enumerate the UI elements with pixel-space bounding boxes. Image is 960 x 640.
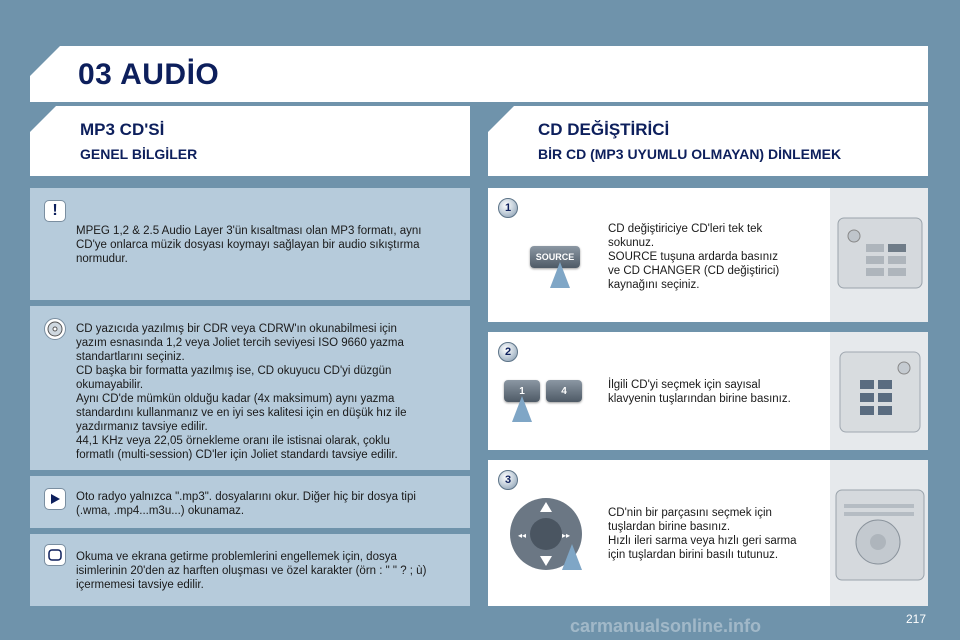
- cd-icon: [44, 318, 66, 340]
- right-section-subheading: BİR CD (MP3 UYUMLU OLMAYAN) DİNLEMEK: [538, 146, 842, 162]
- title-corner: [30, 46, 60, 76]
- right-section-heading: CD DEĞİŞTİRİCİ: [538, 120, 670, 139]
- note-text: CD yazıcıda yazılmış bir CDR veya CDRW'ın okunabilmesi için yazım esnasında 1,2 veya Joliet tercih seviyesi ISO 9660 yazma standartlarını seçiniz. CD başka bir formatta yazılmış ise, CD okuyucu CD'yi düzgün okumayabilir. Aynı CD'de mümkün olduğu kadar (4x maksimum) aynı yazma standardını kullanmanız ve en iyi ses kalitesi için en düşük hız ile yazdırmanız tavsiye edilir. 44,1 KHz veya 22,05 örnekleme oranı ile istisnai olarak, çoklu formatlı (multi-session) CD'ler için Joliet standardı tavsiye edilir.: [76, 323, 407, 461]
- note-file-types: [30, 476, 470, 528]
- number-key-1: 1: [504, 380, 540, 402]
- page-title: 03 AUDİO: [78, 58, 220, 91]
- left-section-header: [30, 106, 470, 176]
- note-text: Okuma ve ekrana getirme problemlerini engellemek için, dosya isimlerinin 20'den az harften oluşması ve özel karakter (örn : " " ? ; ù) içermemesi tavsiye edilir.: [76, 551, 427, 591]
- svg-text:▸▸: ▸▸: [562, 531, 571, 540]
- step-1: [488, 188, 928, 322]
- pointer-arrow: [562, 544, 582, 570]
- step-3: [488, 460, 928, 606]
- step-2: [488, 332, 928, 450]
- svg-text:◂◂: ◂◂: [518, 531, 527, 540]
- left-header-corner: [30, 106, 56, 132]
- source-key: SOURCE: [530, 246, 580, 268]
- left-section-subheading: GENEL BİLGİLER: [80, 146, 198, 162]
- rounded-square-icon: [44, 544, 66, 566]
- step-number-badge: 3: [498, 470, 518, 490]
- note-file-names: [30, 534, 470, 606]
- step-number-badge: 2: [498, 342, 518, 362]
- left-section-heading: MP3 CD'Sİ: [80, 120, 165, 139]
- pointer-arrow: [550, 262, 570, 288]
- number-key-4: 4: [546, 380, 582, 402]
- keypad-photo: [830, 332, 928, 450]
- note-text: Oto radyo yalnızca ".mp3". dosyalarını okur. Diğer hiç bir dosya tipi (.wma, .mp4...m3u...) okunamaz.: [76, 491, 416, 517]
- note-text: MPEG 1,2 & 2.5 Audio Layer 3'ün kısaltması olan MP3 formatı, aynı CD'ye onlarca müzik dosyası koymayı sağlayan bir audio sıkıştırma normudur.: [76, 225, 422, 265]
- radio-panel-photo: [830, 188, 928, 322]
- note-cd-writing: [30, 306, 470, 470]
- note-mp3-definition: [30, 188, 470, 300]
- step-text: CD değiştiriciye CD'leri tek tek sokunuz. SOURCE tuşuna ardarda basınız ve CD CHANGER (CD değiştirici) kaynağını seçiniz.: [608, 223, 780, 291]
- play-icon: [44, 488, 66, 510]
- step-text: CD'nin bir parçasını seçmek için tuşlardan birine basınız. Hızlı ileri sarma veya hızlı geri sarma için tuşlardan birini basılı tutunuz.: [608, 507, 797, 561]
- watermark: carmanualsonline.info: [570, 616, 762, 636]
- right-section-header: [488, 106, 928, 176]
- control-panel-photo: [830, 460, 928, 606]
- step-text: İlgili CD'yi seçmek için sayısal klavyenin tuşlarından birine basınız.: [608, 379, 791, 405]
- right-header-corner: [488, 106, 514, 132]
- title-bar: [30, 46, 928, 102]
- pointer-arrow: [512, 396, 532, 422]
- page-number: 217: [905, 612, 926, 626]
- exclamation-icon: !: [44, 200, 66, 222]
- step-number-badge: 1: [498, 198, 518, 218]
